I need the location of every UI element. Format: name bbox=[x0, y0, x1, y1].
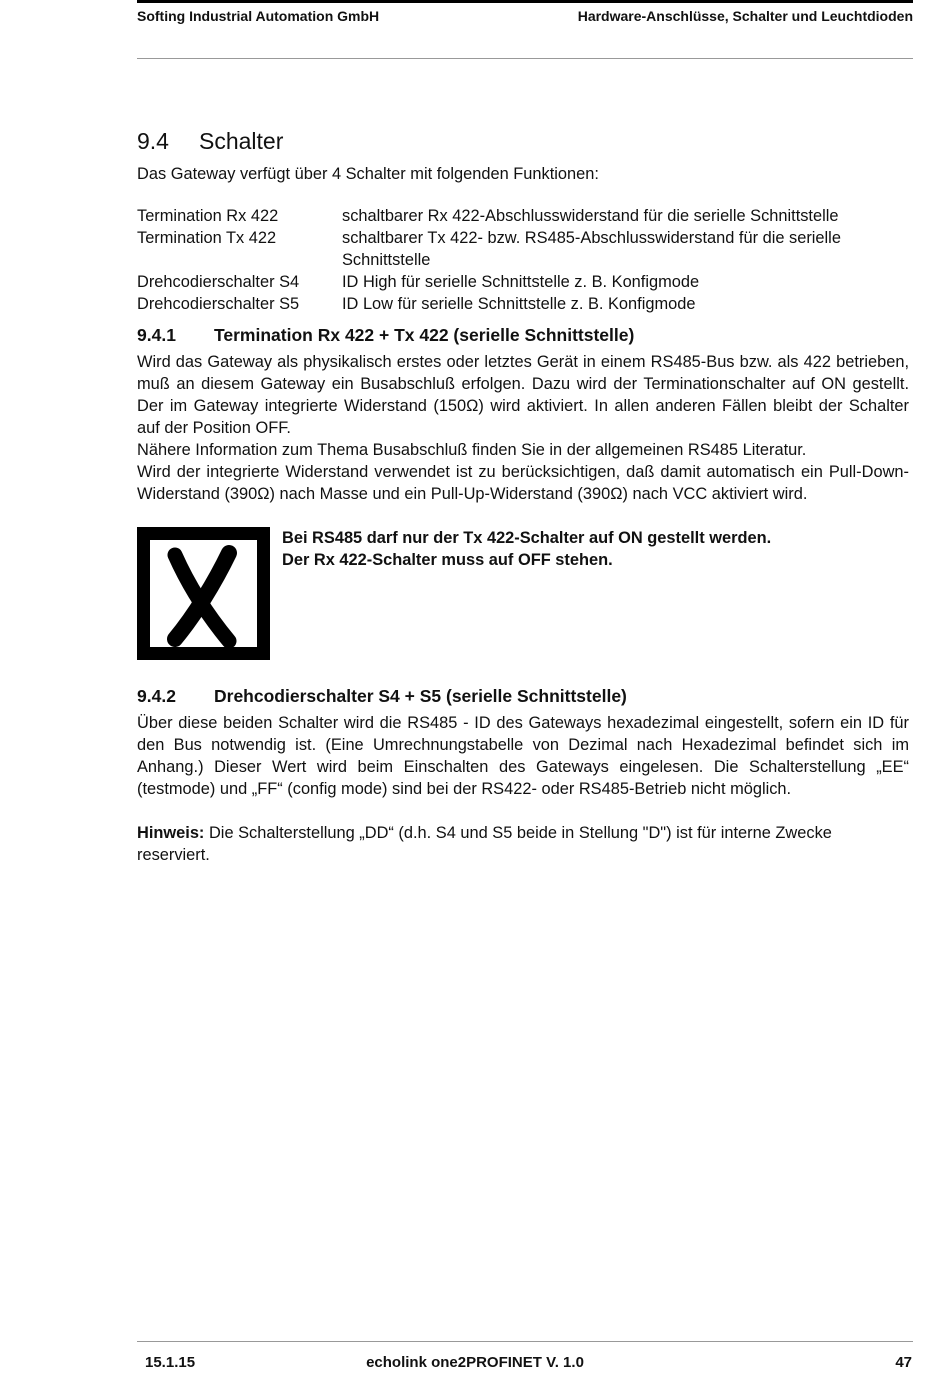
warning-x-icon bbox=[137, 527, 270, 660]
hint-label: Hinweis: bbox=[137, 824, 205, 842]
header-chapter: Hardware-Anschlüsse, Schalter und Leuchtdioden bbox=[577, 8, 913, 24]
subsection-1-heading bbox=[137, 323, 909, 347]
footer-page-number: 47 bbox=[895, 1354, 912, 1371]
switch-term: Termination Tx 422 bbox=[137, 229, 277, 247]
section-heading bbox=[137, 127, 909, 155]
page-content bbox=[137, 127, 909, 866]
warning-line: Der Rx 422-Schalter muss auf OFF stehen. bbox=[282, 551, 613, 569]
section-number: 9.4 bbox=[137, 128, 169, 154]
switch-desc: schaltbarer Rx 422-Abschlusswiderstand für die serielle Schnittstelle bbox=[342, 207, 839, 225]
subsection-1-paragraph: Wird das Gateway als physikalisch erstes oder letztes Gerät in einem RS485-Bus bzw. als 422 betrieben, muß an diesem Gateway ein Busabschluß erfolgen. Dazu wird der Terminationschalter auf ON gestellt. Der im Gateway integrierte Widerstand (150Ω) wird aktiviert. In allen anderen Fällen bleibt der Schalter auf der Position OFF. bbox=[137, 353, 909, 437]
hint-paragraph bbox=[137, 822, 909, 866]
footer-product: echolink one2PROFINET V. 1.0 bbox=[366, 1354, 584, 1371]
warning-text bbox=[282, 527, 771, 660]
switch-row bbox=[137, 293, 909, 315]
footer-divider bbox=[137, 1341, 913, 1342]
subsection-2-number: 9.4.2 bbox=[137, 686, 176, 706]
switch-desc: ID Low für serielle Schnittstelle z. B. Konfigmode bbox=[342, 295, 696, 313]
section-title: Schalter bbox=[199, 128, 284, 154]
header-divider bbox=[137, 58, 913, 59]
switch-row bbox=[137, 205, 909, 227]
switch-row bbox=[137, 271, 909, 293]
hint-text: Die Schalterstellung „DD“ (d.h. S4 und S5 beide in Stellung "D") ist für interne Zwecke reserviert. bbox=[137, 824, 832, 864]
header-company: Softing Industrial Automation GmbH bbox=[137, 8, 380, 24]
section-intro: Das Gateway verfügt über 4 Schalter mit folgenden Funktionen: bbox=[137, 165, 599, 183]
subsection-1-title: Termination Rx 422 + Tx 422 (serielle Schnittstelle) bbox=[214, 325, 635, 345]
warning-box bbox=[137, 527, 909, 660]
subsection-1-number: 9.4.1 bbox=[137, 325, 176, 345]
subsection-2-paragraph: Über diese beiden Schalter wird die RS485 - ID des Gateways hexadezimal eingestellt, sofern ein ID für den Bus notwendig ist. (Eine Umrechnungstabelle von Dezimal nach Hexadezimal befindet sich im Anhang.) Dieser Wert wird beim Einschalten des Gateways eingelesen. Die Schalterstellung „EE“ (testmode) und „FF“ (config mode) sind bei der RS422- oder RS485-Betrieb nicht möglich. bbox=[137, 714, 909, 798]
footer-date: 15.1.15 bbox=[145, 1354, 196, 1371]
switch-term: Termination Rx 422 bbox=[137, 207, 279, 225]
switch-desc: ID High für serielle Schnittstelle z. B. Konfigmode bbox=[342, 273, 700, 291]
warning-line: Bei RS485 darf nur der Tx 422-Schalter auf ON gestellt werden. bbox=[282, 529, 772, 547]
header-rule bbox=[137, 0, 913, 3]
switch-row bbox=[137, 227, 909, 271]
subsection-1-paragraph: Nähere Information zum Thema Busabschluß finden Sie in der allgemeinen RS485 Literatur. bbox=[137, 441, 807, 459]
switch-desc: schaltbarer Tx 422- bzw. RS485-Abschlusswiderstand für die serielle Schnittstelle bbox=[342, 229, 841, 269]
subsection-2-heading bbox=[137, 684, 909, 708]
switch-list bbox=[137, 205, 909, 315]
switch-term: Drehcodierschalter S4 bbox=[137, 273, 300, 291]
subsection-1-paragraph: Wird der integrierte Widerstand verwendet ist zu berücksichtigen, daß damit automatisch ein Pull-Down-Widerstand (390Ω) nach Masse und ein Pull-Up-Widerstand (390Ω) nach VCC aktiviert wird. bbox=[137, 463, 909, 503]
subsection-2 bbox=[137, 684, 909, 866]
subsection-2-title: Drehcodierschalter S4 + S5 (serielle Schnittstelle) bbox=[214, 686, 627, 706]
switch-term: Drehcodierschalter S5 bbox=[137, 295, 300, 313]
